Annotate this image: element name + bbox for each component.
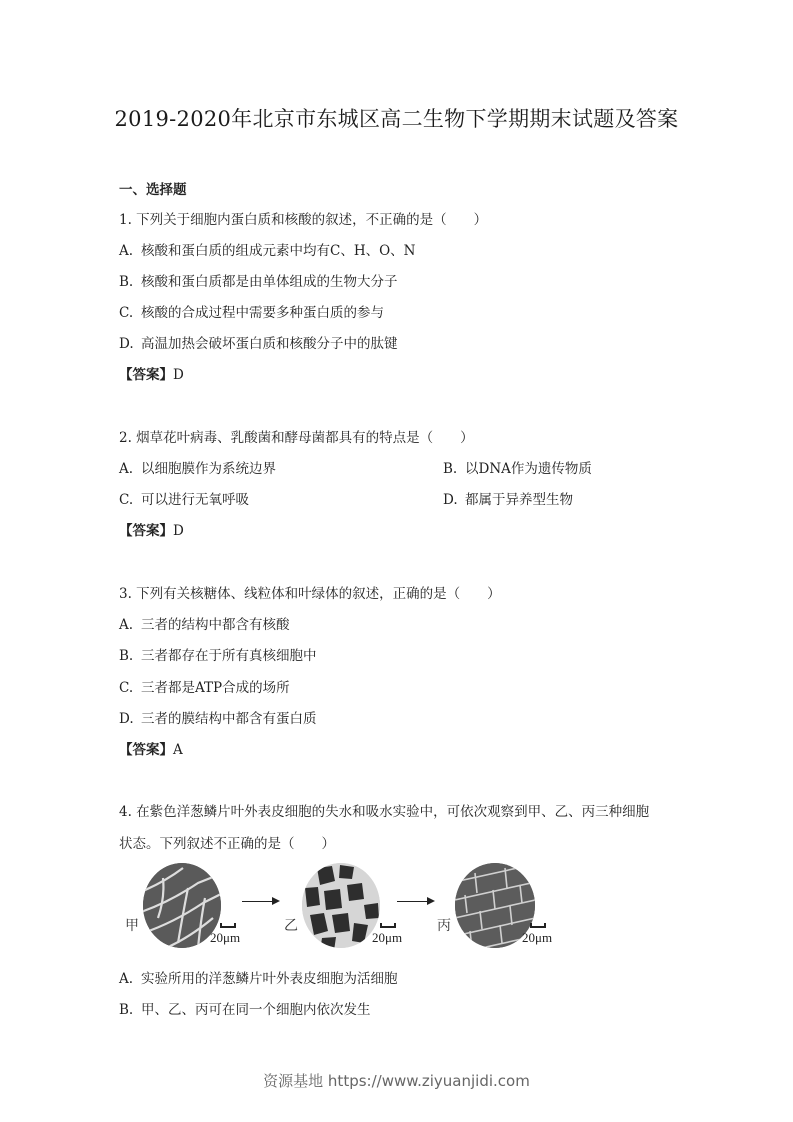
answer-value: A — [173, 742, 183, 758]
option-label: B. — [119, 648, 134, 664]
option-text: 三者的膜结构中都含有蛋白质 — [141, 711, 317, 727]
option-text: 三者都是ATP合成的场所 — [141, 680, 290, 696]
option-label: B. — [119, 274, 134, 290]
question-4-option-a — [119, 967, 398, 987]
question-2-option-d — [443, 488, 573, 508]
question-2-option-b — [443, 457, 592, 477]
option-label: A. — [119, 971, 134, 987]
question-4-stem-line-1: 4. 在紫色洋葱鳞片叶外表皮细胞的失水和吸水实验中，可依次观察到甲、乙、丙三种细胞 — [119, 804, 650, 820]
answer-value: D — [173, 367, 184, 383]
option-text: 高温加热会破坏蛋白质和核酸分子中的肽键 — [141, 336, 398, 352]
option-text: 以细胞膜作为系统边界 — [141, 461, 276, 477]
question-1-answer — [119, 363, 184, 383]
cell-image-yi — [302, 863, 380, 948]
option-text: 都属于异养型生物 — [465, 492, 573, 508]
plasmolysis-figure — [0, 858, 793, 953]
scale-bar-yi — [380, 923, 396, 928]
option-label: C. — [119, 305, 134, 321]
option-text: 核酸的合成过程中需要多种蛋白质的参与 — [141, 305, 384, 321]
section-heading: 一、选择题 — [119, 182, 187, 198]
option-label: B. — [443, 461, 458, 477]
question-3-option-d — [119, 707, 317, 727]
option-text: 实验所用的洋葱鳞片叶外表皮细胞为活细胞 — [141, 971, 398, 987]
scale-bar-bing — [530, 923, 546, 928]
question-1-option-d — [119, 332, 398, 352]
question-3-option-c — [119, 676, 290, 696]
option-text: 可以进行无氧呼吸 — [141, 492, 249, 508]
question-3-option-a — [119, 613, 290, 633]
option-label: A. — [119, 243, 134, 259]
scale-label-jia: 20μm — [210, 930, 241, 945]
option-label: D. — [443, 492, 458, 508]
option-text: 以DNA作为遗传物质 — [465, 461, 592, 477]
question-3-answer — [119, 738, 183, 758]
question-2-option-c — [119, 488, 249, 508]
question-2-stem: 2. 烟草花叶病毒、乳酸菌和酵母菌都具有的特点是（ ） — [119, 430, 474, 446]
question-4-option-b — [119, 998, 371, 1018]
question-1-stem: 1. 下列关于细胞内蛋白质和核酸的叙述，不正确的是（ ） — [119, 212, 488, 228]
arrow-right-icon — [397, 901, 433, 902]
option-label: C. — [119, 680, 134, 696]
option-text: 甲、乙、丙可在同一个细胞内依次发生 — [141, 1002, 371, 1018]
document-title: 2019-2020年北京市东城区高二生物下学期期末试题及答案 — [114, 107, 679, 131]
option-label: D. — [119, 336, 134, 352]
answer-value: D — [173, 523, 184, 539]
question-1-option-c — [119, 301, 384, 321]
panel-label-yi: 乙 — [284, 918, 298, 934]
option-label: A. — [119, 461, 134, 477]
question-4-stem-line-2: 状态。下列叙述不正确的是（ ） — [119, 836, 335, 852]
question-3-stem: 3. 下列有关核糖体、线粒体和叶绿体的叙述，正确的是（ ） — [119, 586, 501, 602]
option-label: A. — [119, 617, 134, 633]
scale-label-bing: 20μm — [522, 930, 553, 945]
option-label: B. — [119, 1002, 134, 1018]
footer-watermark: 资源基地 https://www.ziyuanjidi.com — [263, 1072, 530, 1090]
question-2-answer — [119, 519, 184, 539]
scale-label-yi: 20μm — [372, 930, 403, 945]
option-label: D. — [119, 711, 134, 727]
option-text: 核酸和蛋白质都是由单体组成的生物大分子 — [141, 274, 398, 290]
panel-label-jia: 甲 — [125, 918, 139, 934]
option-text: 核酸和蛋白质的组成元素中均有C、H、O、N — [141, 243, 416, 259]
option-text: 三者都存在于所有真核细胞中 — [141, 648, 317, 664]
scale-bar-jia — [220, 923, 236, 928]
question-1-option-b — [119, 270, 398, 290]
panel-label-bing: 丙 — [437, 918, 451, 934]
question-1-option-a — [119, 239, 415, 259]
arrow-right-icon — [242, 901, 278, 902]
question-3-option-b — [119, 644, 317, 664]
answer-label: 【答案】 — [119, 367, 173, 383]
answer-label: 【答案】 — [119, 742, 173, 758]
option-label: C. — [119, 492, 134, 508]
option-text: 三者的结构中都含有核酸 — [141, 617, 290, 633]
question-2-option-a — [119, 457, 276, 477]
answer-label: 【答案】 — [119, 523, 173, 539]
